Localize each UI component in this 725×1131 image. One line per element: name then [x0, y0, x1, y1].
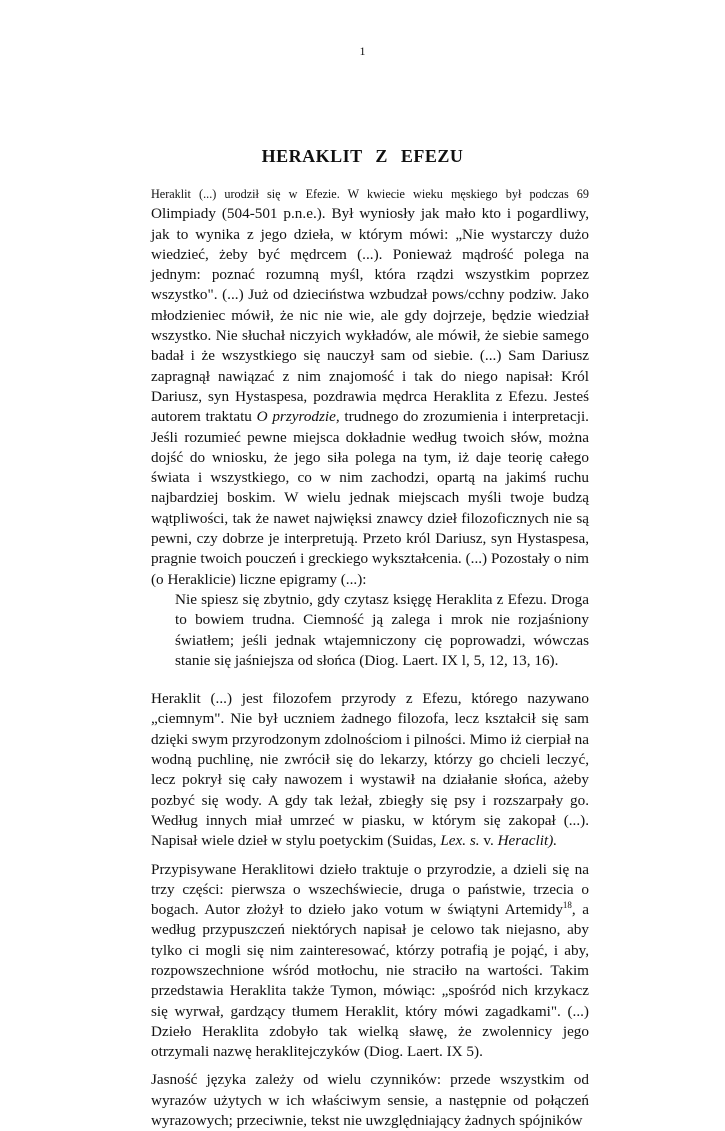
spacer [151, 852, 589, 860]
paragraph-2-italic: Lex. s. [440, 832, 480, 850]
paragraph-2 [151, 689, 589, 851]
paragraph-4: Jasność języka zależy od wielu czynników: przede wszystkim od wyrazów użytych w ich właściwym sensie, a następnie od połączeń wyrazowych; przeciwnie, tekst nie uwzględniający żadnych spójników [151, 1071, 589, 1130]
paragraph-3-body-a: Przypisywane Heraklitowi dzieło traktuje o przyrodzie, a dzieli się na trzy części: pierwsza o wszechświecie, druga o państwie, trzecia o bogach. Autor złożył to dzieło jako votum w świątyni Artemidy [151, 860, 589, 919]
paragraph-1-lead: Heraklit (...) urodził się w Efezie. W kwiecie wieku męskiego był podczas 69 [151, 187, 589, 201]
document-body [151, 184, 589, 1131]
quote-block: Nie spiesz się zbytnio, gdy czytasz księgę Heraklita z Efezu. Droga to bowiem trudna. Ciemność ją zalega i mrok nie rozjaśniony światłem; jeśli jednak wtajemniczony cię poprowadzi, wówczas stanie się jaśniejsza od słońca (Diog. Laert. IX l, 5, 12, 13, 16). [175, 590, 589, 669]
spacer [151, 671, 589, 689]
paragraph-1-italic-title: O przyrodzie, [256, 408, 340, 426]
document-title: HERAKLIT Z EFEZU [261, 146, 464, 166]
paragraph-3 [151, 860, 589, 1063]
paragraph-1-body-a: Olimpiady (504-501 p.n.e.). Był wyniosły jak mało kto i pogardliwy, jak to wynika z jego dzieła, w którym mówi: „Nie wystarczy dużo wiedzieć, żeby być mędrcem (...). Ponieważ mądrość polega na jednym: poznać rozumną myśl, która rządzi wszystkim poprzez wszystko". (...) Już od dzieciństwa wzbudzał pows/cchny podziw. Jako młodzieniec mówił, że nic nie wie, ale gdy dojrzeje, będzie wiedział wszystko. Nie słuchał niczyich wykładów, ale mówił, że siebie samego badał i że wszystkiego się nauczył sam od siebie. (...) Sam Dariusz zapragnął nawiązać z nim znajomość i tak do niego napisał: Król Dariusz, syn Hystaspesa, pozdrawia mędrca Heraklita z Efezu. Jesteś autorem traktatu [151, 205, 589, 426]
paragraph-2-italic-2: Heraclit). [497, 832, 558, 850]
page-number: 1 [359, 44, 366, 58]
paragraph-2-mid: v. [479, 832, 498, 850]
paragraph-1-body-b: trudnego do zrozumienia i interpretacji. Jeśli rozumieć pewne miejsca dokładnie według twoich słów, można dojść do wniosku, że jego siła polega na tym, iż daje teorię całego świata i wszystkiego, co w nim zachodzi, opartą na jakimś ruchu najbardziej boskim. W wielu jednak miejscach myśli twoje budzą wątpliwości, tak że nawet najwięksi znawcy dzieł filozoficznych nie są pewni, czy dobrze je interpretują. Przeto król Dariusz, syn Hystaspesa, pragnie twoich pouczeń i greckiego wykształcenia. (...) Pozostały o nim (o Heraklicie) liczne epigramy (...): [151, 408, 589, 588]
paragraph-1 [151, 184, 589, 590]
paragraph-3-body-b: , a według przypuszczeń niektórych napisał je celowo tak niejasno, aby tylko ci mogli się nim zainteresować, którzy potrafią je pojąć, i aby, rozpowszechnione wśród motłochu, nie straciło na wartości. Takim przedstawia Heraklita także Tymon, mówiąc: „spośród nich krzykacz się wyrwał, gardzący tłumem Heraklit, który mówi zagadkami". (...) Dzieło Heraklita zdobyło tak wielką sławę, że zwolennicy jego otrzymali nazwę heraklitejczyków (Diog. Laert. IX 5). [151, 901, 590, 1061]
paragraph-2-body: Heraklit (...) jest filozofem przyrody z Efezu, którego nazywano „ciemnym". Nie był uczniem żadnego filozofa, lecz kształcił się sam dzięki swym przyrodzonym zdolnościom i pilności. Mimo iż cierpiał na wodną puchlinę, nie zwrócił się do lekarzy, którzy go chcieli leczyć, lecz pokrył się cały nawozem i wystawił na działanie słońca, ażeby pozbyć się wody. A gdy tak leżał, zbiegły się psy i rozszarpały go. Według innych miał umrzeć w piasku, w którym się zakopał (...). Napisał wiele dzieł w stylu poetyckim (Suidas, [151, 690, 589, 850]
spacer [151, 1062, 589, 1070]
footnote-marker: 18 [562, 900, 572, 911]
